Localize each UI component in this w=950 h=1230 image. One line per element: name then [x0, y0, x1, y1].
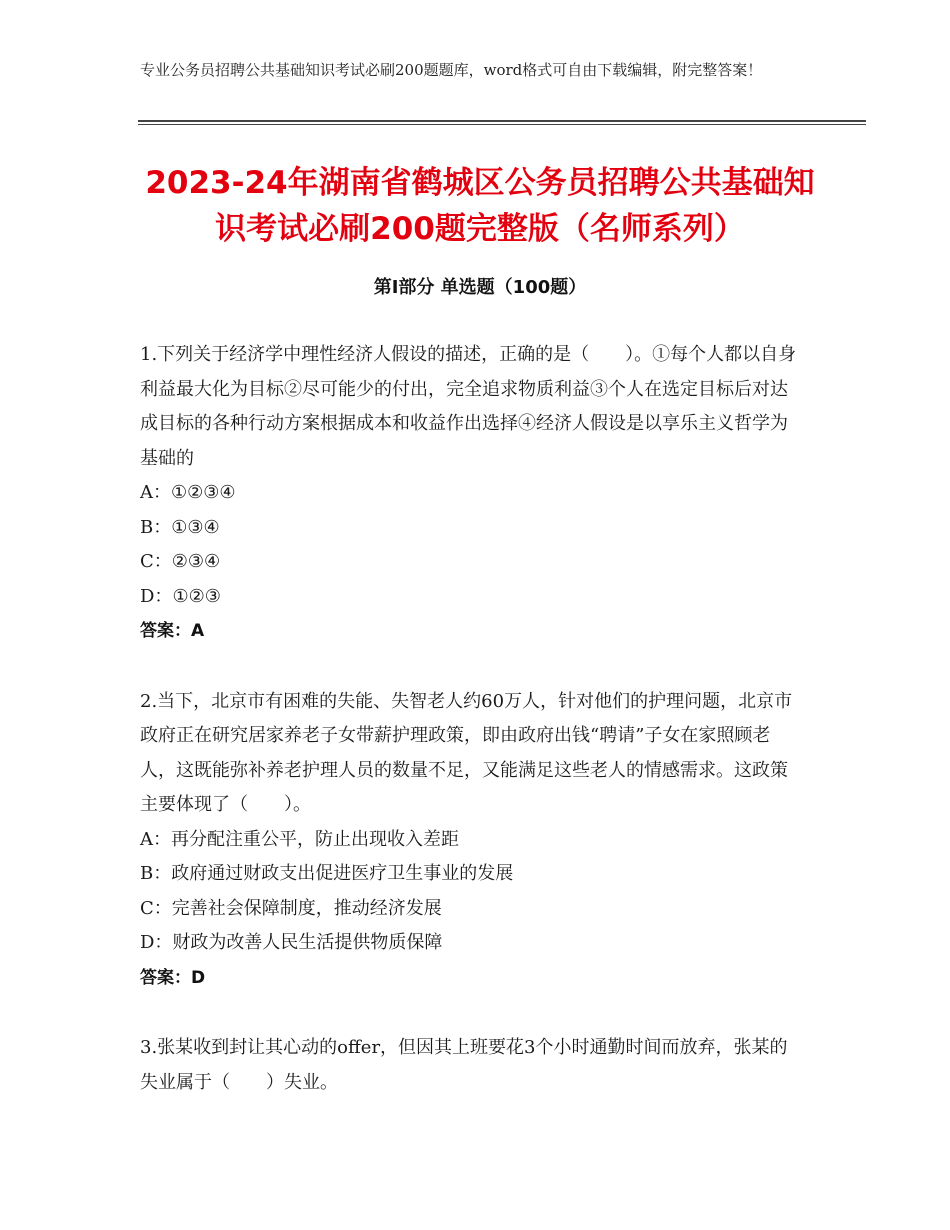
option-c	[140, 545, 805, 580]
question-stem: 2.当下，北京市有困难的失能、失智老人约60万人，针对他们的护理问题，北京市政府正在研究居家养老子女带薪护理政策，即由政府出钱“聘请”子女在家照顾老人，这既能弥补养老护理人员的数量不足，又能满足这些老人的情感需求。这政策主要体现了（ ）。	[140, 690, 793, 815]
question-3	[140, 1031, 805, 1100]
question-stem: 3.张某收到封让其心动的offer，但因其上班要花3个小时通勤时间而放弃，张某的失业属于（ ）失业。	[140, 1037, 788, 1093]
option-d	[140, 580, 805, 615]
option-c	[140, 892, 805, 927]
option-a	[140, 823, 805, 858]
option-b	[140, 511, 805, 546]
option-b	[140, 857, 805, 892]
header-note: 专业公务员招聘公共基础知识考试必刷200题题库，word格式可自由下载编辑，附完整答案！	[140, 61, 763, 79]
option-text: ②③④	[171, 551, 221, 572]
option-text: ①②③	[172, 585, 221, 607]
option-key: C：	[140, 551, 172, 572]
option-text: 完善社会保障制度，推动经济发展	[171, 897, 442, 919]
option-key: C：	[140, 897, 172, 919]
question-2	[140, 685, 805, 996]
answer-label: 答案：A	[140, 621, 205, 641]
option-key: B：	[140, 516, 172, 538]
option-key: D：	[140, 585, 173, 607]
question-1	[140, 338, 805, 649]
header-divider	[138, 120, 866, 125]
option-text: ①②③④	[171, 482, 236, 503]
document-title: 2023-24年湖南省鹤城区公务员招聘公共基础知识考试必刷200题完整版（名师系列）	[145, 165, 815, 247]
option-key: A：	[140, 828, 171, 850]
answer-label: 答案：D	[140, 967, 206, 988]
option-text: 财政为改善人民生活提供物质保障	[172, 932, 443, 953]
option-key: B：	[140, 863, 172, 884]
option-d	[140, 926, 805, 961]
question-stem: 1.下列关于经济学中理性经济人假设的描述，正确的是（ ）。①每个人都以自身利益最大化为目标②尽可能少的付出，完全追求物质利益③个人在选定目标后对达成目标的各种行动方案根据成本和收益作出选择④经济人假设是以享乐主义哲学为基础的	[140, 344, 797, 469]
option-text: ①③④	[171, 516, 220, 538]
question-list	[140, 338, 805, 1136]
option-a	[140, 476, 805, 511]
option-key: D：	[140, 932, 173, 953]
option-key: A：	[140, 482, 171, 503]
section-title: 第Ⅰ部分 单选题（100题）	[373, 277, 587, 298]
option-text: 政府通过财政支出促进医疗卫生事业的发展	[171, 863, 514, 884]
option-text: 再分配注重公平，防止出现收入差距	[171, 828, 459, 850]
